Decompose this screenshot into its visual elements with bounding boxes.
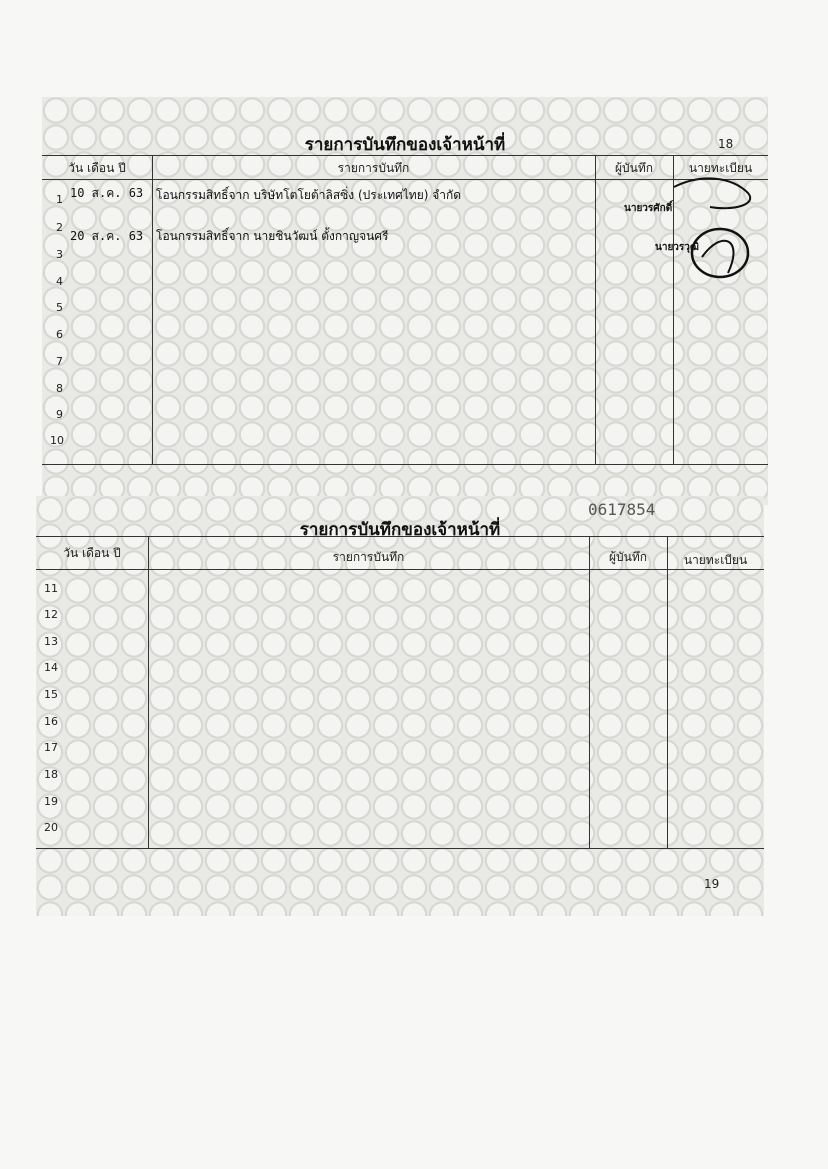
row-number: 7 [56,355,63,368]
row-number: 16 [44,715,58,728]
row-number: 10 [50,434,64,447]
entry-date: 20 ส.ค. 63 [70,229,144,243]
row-number: 14 [44,661,58,674]
page-title: รายการบันทึกของเจ้าหน้าที่ [299,520,501,540]
officer-stamp: นายวรศักดิ์ [624,203,673,214]
header-recorder: ผู้บันทึก [614,161,654,175]
page-top [42,97,768,505]
col-divider-recorder [667,536,668,848]
header-recorder: ผู้บันทึก [608,550,648,564]
row-number: 4 [56,275,63,288]
entry-date: 10 ส.ค. 63 [70,186,144,200]
row-number: 11 [44,582,58,595]
page-number: 18 [718,137,734,151]
entry-text: โอนกรรมสิทธิ์จาก นายชินวัฒน์ ตั้งกาญจนศรี [156,229,389,243]
row-number: 3 [56,248,63,261]
row-number: 12 [44,608,58,621]
row-number: 19 [44,795,58,808]
row-number: 1 [56,193,63,206]
row-number: 8 [56,382,63,395]
header-bottom-rule [42,179,768,180]
header-date: วัน เดือน ปี [63,546,121,560]
header-top-rule [36,536,764,537]
header-registrar: นายทะเบียน [683,553,748,567]
header-entry: รายการบันทึก [337,161,410,175]
header-registrar: นายทะเบียน [688,161,753,175]
header-top-rule [42,155,768,156]
row-number: 15 [44,688,58,701]
row-number: 6 [56,328,63,341]
table-bottom-rule [36,848,764,849]
col-divider-date [152,155,153,464]
col-divider-entry [595,155,596,464]
col-divider-date [148,536,149,848]
page-number: 19 [704,877,720,891]
row-number: 18 [44,768,58,781]
row-number: 13 [44,635,58,648]
row-number: 9 [56,408,63,421]
row-number: 17 [44,741,58,754]
entry-text: โอนกรรมสิทธิ์จาก บริษัทโตโยต้าลิสซิ่ง (ประเทศไทย) จำกัด [156,188,462,202]
signature-scribble [662,169,768,289]
header-entry: รายการบันทึก [332,550,405,564]
page-title: รายการบันทึกของเจ้าหน้าที่ [304,135,506,155]
serial-number: 0617854 [588,500,656,519]
page-bottom [36,496,764,916]
table-bottom-rule [42,464,768,465]
header-date: วัน เดือน ปี [68,161,126,175]
header-bottom-rule [36,569,764,570]
row-number: 2 [56,221,63,234]
row-number: 20 [44,821,58,834]
col-divider-entry [589,536,590,848]
officer-stamp: นายวรวุฒิ [655,242,699,253]
row-number: 5 [56,301,63,314]
